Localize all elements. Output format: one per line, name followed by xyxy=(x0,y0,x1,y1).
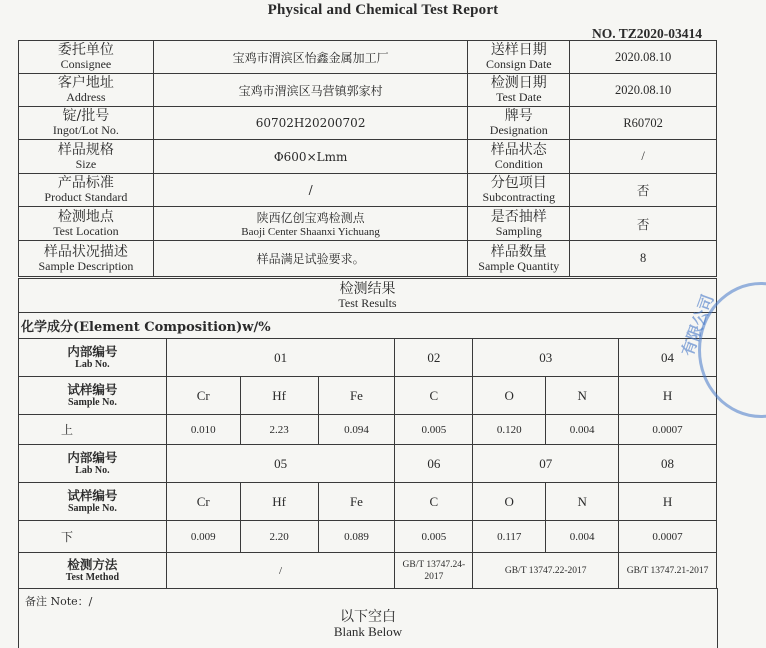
info-row xyxy=(19,207,717,241)
element-cell: Cr xyxy=(166,377,240,415)
value-cell: 0.010 xyxy=(166,415,240,445)
field-value: / xyxy=(570,140,717,174)
element-cell: Cr xyxy=(166,483,240,521)
element-cell: H xyxy=(619,483,717,521)
lab-no-label-cn: 内部编号 xyxy=(67,343,118,359)
field-value-text-en: Baoji Center Shaanxi Yichuang xyxy=(241,225,380,238)
value-cell: 0.005 xyxy=(395,521,473,553)
field-value-text: 样品满足试验要求。 xyxy=(256,252,365,266)
field-label-cn: 委托单位 xyxy=(57,42,114,58)
field-label-cn: 是否抽样 xyxy=(490,208,547,225)
field-value-text: / xyxy=(308,183,313,197)
field-label-cn: 客户地址 xyxy=(57,75,114,91)
lab-no-cell: 03 xyxy=(473,339,619,377)
blank-below-en: Blank Below xyxy=(333,624,403,639)
field-value xyxy=(153,41,467,74)
field-label xyxy=(468,207,570,241)
test-method-cell: GB/T 13747.21-2017 xyxy=(619,553,717,589)
element-cell: Fe xyxy=(318,483,395,521)
field-value: 8 xyxy=(570,241,717,277)
lab-no-cell: 06 xyxy=(395,445,473,483)
sample-label: 上 xyxy=(19,415,167,445)
values-row-1 xyxy=(19,415,717,445)
field-label-en: Consign Date xyxy=(485,57,552,71)
info-row xyxy=(19,140,717,174)
lab-no-cell: 05 xyxy=(166,445,395,483)
field-label-en: Sample Description xyxy=(38,258,134,273)
field-label-cn: 样品状况描述 xyxy=(43,243,128,260)
field-value xyxy=(153,140,467,174)
element-cell: C xyxy=(395,483,473,521)
element-cell: H xyxy=(619,377,717,415)
test-method-cell: GB/T 13747.22-2017 xyxy=(473,553,619,589)
test-results-title-en: Test Results xyxy=(338,295,397,310)
info-row xyxy=(19,241,717,277)
note-section xyxy=(18,588,718,648)
element-cell: O xyxy=(473,377,546,415)
field-value: 否 xyxy=(570,207,717,241)
field-value: R60702 xyxy=(570,107,717,140)
field-value-text: 60702H20200702 xyxy=(255,116,366,130)
test-method-row xyxy=(19,553,717,589)
field-label xyxy=(19,241,154,277)
lab-no-label-en: Lab No. xyxy=(75,464,110,476)
note-label: 备注 Note：/ xyxy=(25,595,93,608)
value-cell: 0.0007 xyxy=(619,521,717,553)
element-cell: N xyxy=(546,483,619,521)
field-label xyxy=(468,41,570,74)
sample-no-row-1 xyxy=(19,377,717,415)
field-label xyxy=(19,207,154,241)
field-label-en: Size xyxy=(75,156,97,171)
field-label xyxy=(468,174,570,207)
info-row xyxy=(19,107,717,140)
lab-no-cell: 07 xyxy=(473,445,619,483)
values-row-2 xyxy=(19,521,717,553)
field-value-text: 宝鸡市渭滨区怡鑫金属加工厂 xyxy=(232,50,389,65)
field-label-en: Consignee xyxy=(60,57,112,71)
sample-no-label-cn: 试样编号 xyxy=(67,381,118,397)
field-label-cn: 锭/批号 xyxy=(62,108,110,124)
field-value: 2020.08.10 xyxy=(570,74,717,107)
value-cell: 2.23 xyxy=(240,415,318,445)
field-label-cn: 检测地点 xyxy=(57,208,114,225)
lab-no-row-1 xyxy=(19,339,717,377)
element-cell: O xyxy=(473,483,546,521)
field-label-cn: 检测日期 xyxy=(490,75,547,91)
field-label xyxy=(468,107,570,140)
test-results-title-cn: 检测结果 xyxy=(339,280,396,297)
info-row xyxy=(19,174,717,207)
field-label xyxy=(19,140,154,174)
test-method-label-cn: 检测方法 xyxy=(67,556,118,572)
element-cell: Hf xyxy=(240,483,318,521)
blank-below-marker xyxy=(19,610,717,638)
field-label-cn: 送样日期 xyxy=(490,42,547,58)
value-cell: 0.089 xyxy=(318,521,395,553)
field-label-en: Sampling xyxy=(495,223,542,238)
field-label-en: Sample Quantity xyxy=(478,258,560,273)
element-cell: Hf xyxy=(240,377,318,415)
field-value-text: 宝鸡市渭滨区马营镇郭家村 xyxy=(238,83,383,98)
value-cell: 0.094 xyxy=(318,415,395,445)
consignment-info-table xyxy=(18,40,717,277)
composition-table xyxy=(18,338,717,589)
test-method-cell: GB/T 13747.24-2017 xyxy=(395,553,473,589)
field-label-en: Designation xyxy=(489,123,548,137)
field-value xyxy=(153,107,467,140)
company-seal-text: 有限公司 xyxy=(677,291,718,359)
test-results-header xyxy=(18,278,717,313)
value-cell: 0.004 xyxy=(546,415,619,445)
element-cell: N xyxy=(546,377,619,415)
field-label xyxy=(19,74,154,107)
lab-no-label-en: Lab No. xyxy=(75,358,110,370)
field-value xyxy=(153,241,467,277)
field-label-en: Test Date xyxy=(496,90,542,104)
lab-no-cell: 08 xyxy=(619,445,717,483)
field-label-en: Test Location xyxy=(53,223,119,238)
value-cell: 0.117 xyxy=(473,521,546,553)
field-label xyxy=(19,41,154,74)
field-label-cn: 样品规格 xyxy=(57,141,114,158)
field-label-en: Condition xyxy=(494,156,543,171)
value-cell: 0.004 xyxy=(546,521,619,553)
composition-heading-row xyxy=(18,312,717,339)
lab-no-cell: 04 xyxy=(619,339,717,377)
field-value-text: Φ600×Lmm xyxy=(273,149,348,164)
element-cell: C xyxy=(395,377,473,415)
composition-heading: 化学成分(Element Composition)w/% xyxy=(19,313,717,339)
element-cell: Fe xyxy=(318,377,395,415)
lab-no-label-cn: 内部编号 xyxy=(67,449,118,465)
field-label-en: Address xyxy=(66,90,106,104)
field-label-cn: 样品数量 xyxy=(490,243,547,260)
field-label xyxy=(19,107,154,140)
field-label-cn: 样品状态 xyxy=(490,141,547,158)
test-method-label-en: Test Method xyxy=(65,571,120,583)
report-title: Physical and Chemical Test Report xyxy=(267,2,499,18)
field-label-en: Ingot/Lot No. xyxy=(52,123,119,137)
field-label-cn: 分包项目 xyxy=(490,175,547,191)
field-label-en: Product Standard xyxy=(44,190,128,204)
field-label-cn: 牌号 xyxy=(504,108,533,124)
value-cell: 0.005 xyxy=(395,415,473,445)
value-cell: 2.20 xyxy=(240,521,318,553)
sample-label: 下 xyxy=(19,521,167,553)
field-label-cn: 产品标准 xyxy=(57,175,114,191)
info-row xyxy=(19,41,717,74)
lab-no-cell: 02 xyxy=(395,339,473,377)
value-cell: 0.0007 xyxy=(619,415,717,445)
field-value xyxy=(153,174,467,207)
field-value: 2020.08.10 xyxy=(570,41,717,74)
info-row xyxy=(19,74,717,107)
field-value-text: 陕西亿创宝鸡检测点 xyxy=(256,210,365,225)
field-label xyxy=(19,174,154,207)
field-label xyxy=(468,74,570,107)
test-method-cell: / xyxy=(166,553,395,589)
value-cell: 0.120 xyxy=(473,415,546,445)
sample-no-label-en: Sample No. xyxy=(67,396,117,408)
sample-no-row-2 xyxy=(19,483,717,521)
lab-no-cell: 01 xyxy=(166,339,395,377)
blank-below-cn: 以下空白 xyxy=(340,609,396,625)
sample-no-label-en: Sample No. xyxy=(67,502,117,514)
field-value xyxy=(153,74,467,107)
field-label xyxy=(468,241,570,277)
field-label-en: Subcontracting xyxy=(482,190,556,204)
sample-no-label-cn: 试样编号 xyxy=(67,487,118,503)
field-label xyxy=(468,140,570,174)
value-cell: 0.009 xyxy=(166,521,240,553)
field-value xyxy=(153,207,467,241)
lab-no-row-2 xyxy=(19,445,717,483)
report-number: NO. TZ2020-03414 xyxy=(591,26,702,41)
field-value: 否 xyxy=(570,174,717,207)
